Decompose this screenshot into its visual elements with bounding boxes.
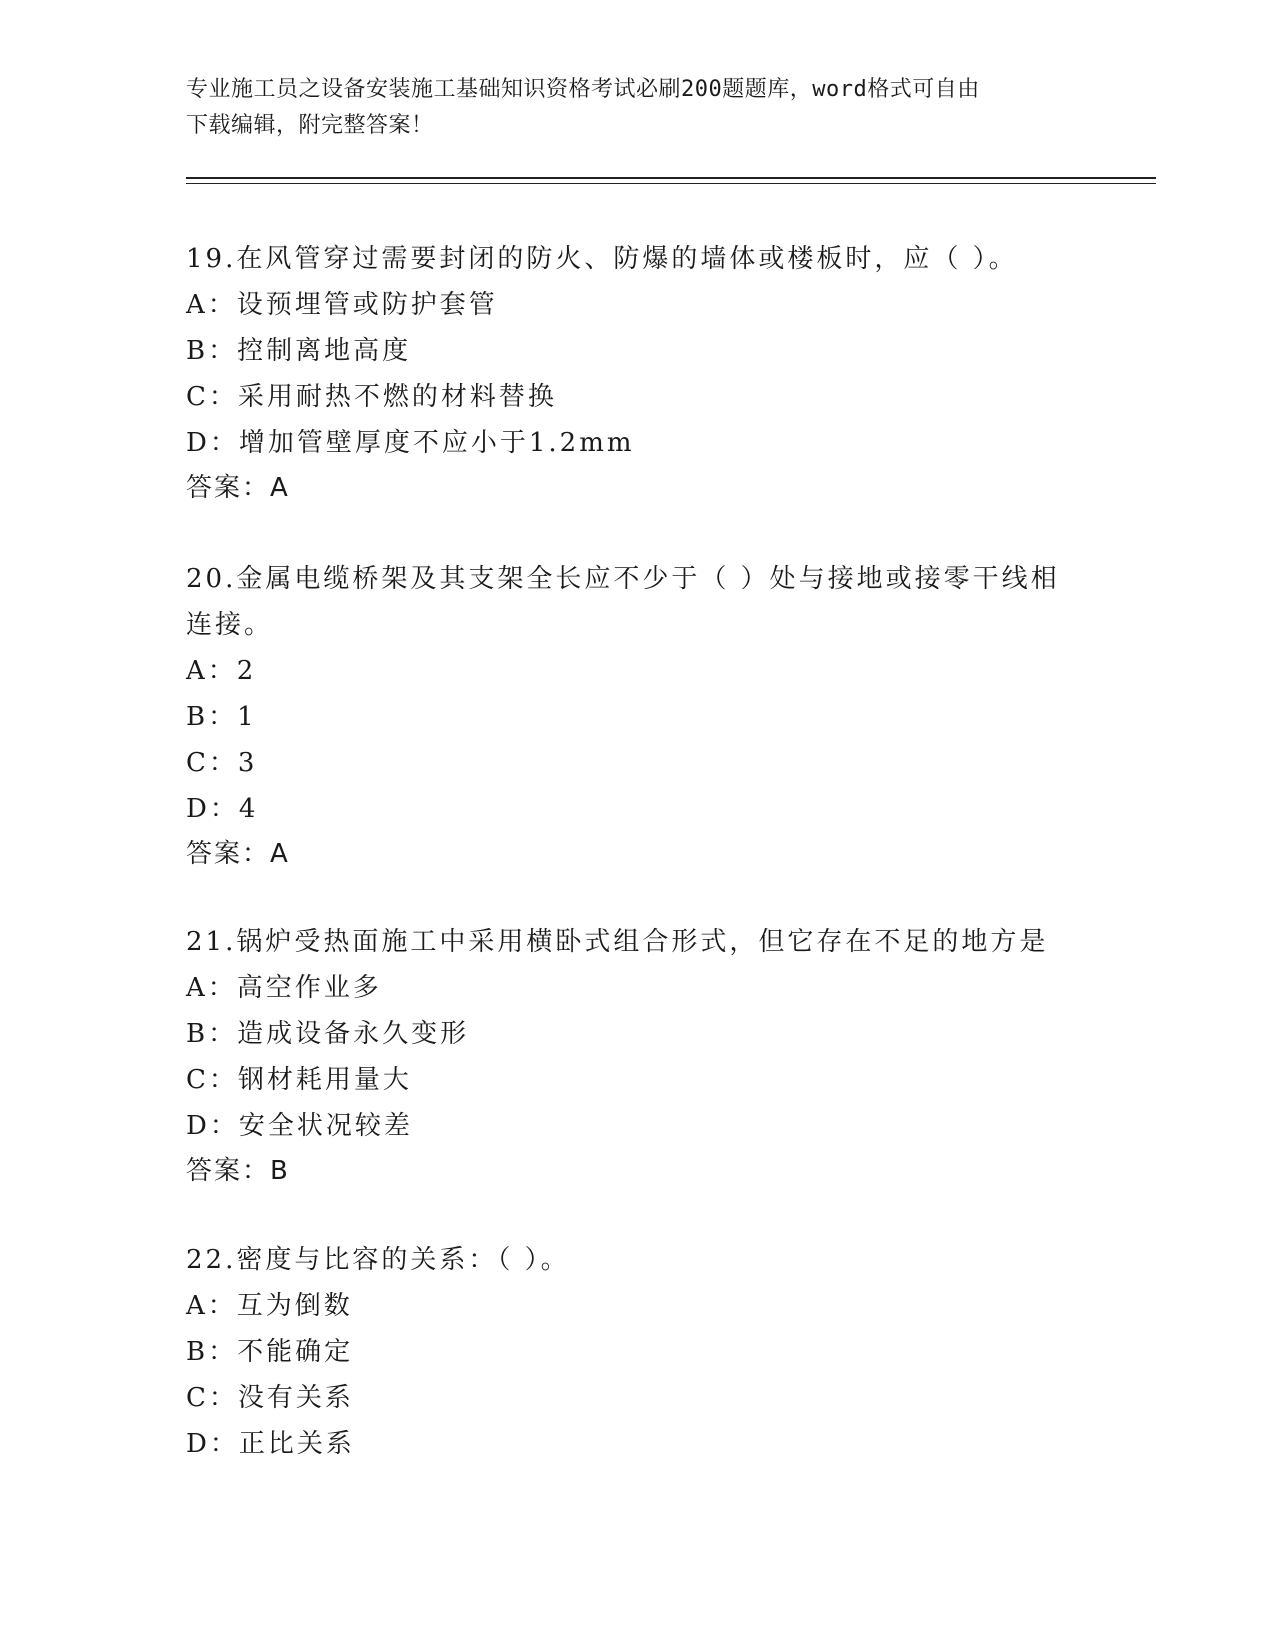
option-d: D：4 (186, 794, 259, 824)
option-a: A：设预埋管或防护套管 (186, 290, 498, 320)
question-22 (186, 1237, 1066, 1467)
option-c: C：没有关系 (186, 1383, 354, 1413)
question-20 (186, 556, 1066, 876)
document-header (186, 72, 1086, 144)
option-a: A：互为倒数 (186, 1291, 353, 1321)
header-divider-thick (186, 177, 1156, 179)
option-c: C：采用耐热不燃的材料替换 (186, 382, 557, 412)
header-divider-thin (186, 183, 1156, 184)
option-a: A：高空作业多 (186, 973, 382, 1003)
option-a: A：2 (186, 656, 257, 686)
option-d: D：正比关系 (186, 1429, 355, 1459)
option-c: C：钢材耗用量大 (186, 1065, 412, 1095)
question-21 (186, 919, 1066, 1193)
option-b: B：1 (186, 702, 257, 732)
option-b: B：控制离地高度 (186, 336, 412, 366)
question-stem: 20.金属电缆桥架及其支架全长应不少于（ ）处与接地或接零干线相 (186, 564, 1060, 594)
answer: 答案：B (186, 1156, 290, 1186)
question-stem-continued: 连接。 (186, 610, 274, 640)
option-c: C：3 (186, 748, 258, 778)
header-line-1: 专业施工员之设备安装施工基础知识资格考试必刷200题题库，word格式可自由 (186, 77, 980, 102)
question-stem: 19.在风管穿过需要封闭的防火、防爆的墙体或楼板时，应（ ）。 (186, 244, 1018, 274)
answer: 答案：A (186, 473, 290, 503)
option-d: D：安全状况较差 (186, 1111, 413, 1141)
header-line-2: 下载编辑，附完整答案！ (186, 113, 434, 138)
answer: 答案：A (186, 839, 290, 869)
question-stem: 21.锅炉受热面施工中采用横卧式组合形式，但它存在不足的地方是 (186, 927, 1049, 957)
option-d: D：增加管壁厚度不应小于1.2mm (186, 428, 635, 458)
question-stem: 22.密度与比容的关系：（ ）。 (186, 1245, 570, 1275)
option-b: B：造成设备永久变形 (186, 1019, 470, 1049)
option-b: B：不能确定 (186, 1337, 354, 1367)
question-19 (186, 236, 1066, 510)
